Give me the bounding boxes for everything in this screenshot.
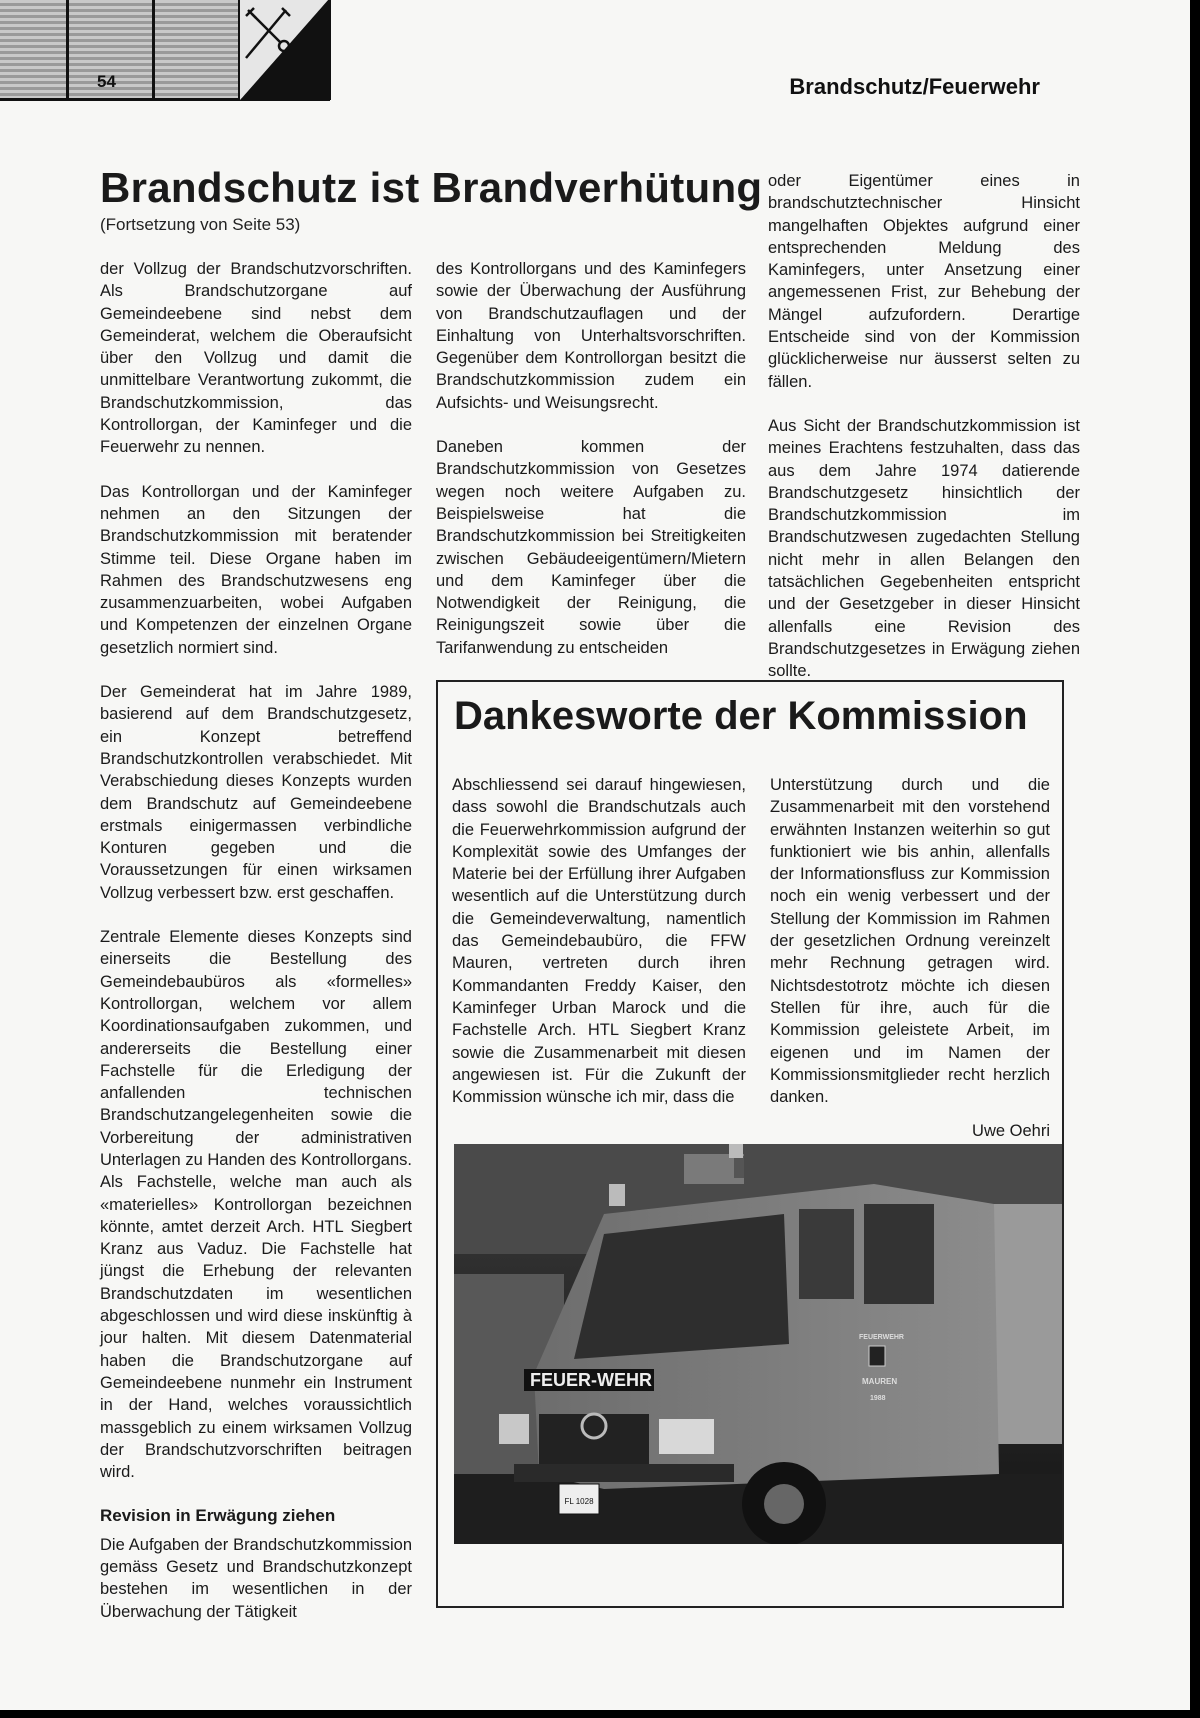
paragraph: des Kontrollorgans und des Kaminfegers sowie der Überwachung der Ausführung von Brandschutzauflagen und der Einhaltung von Unterhaltsvorschriften. Gegenüber dem Kontrollorgan besitzt die Brandschutzkommission zudem ein Aufsichts- und Weisungsrecht.	[436, 260, 746, 412]
fire-truck-photo	[454, 1144, 1062, 1544]
subheading: Revision in Erwägung ziehen	[100, 1506, 336, 1526]
page-number: 54	[97, 72, 116, 91]
paragraph: Die Aufgaben der Brandschutzkommission gemäss Gesetz und Brandschutzkonzept bestehen im wesentlichen in der Überwachung der Tätigkeit	[100, 1535, 412, 1621]
paragraph: Das Kontrollorgan und der Kaminfeger nehmen an den Sitzungen der Brandschutzkommission mit beratender Stimme teil. Diese Organe haben im Rahmen des Brandschutzwesens eng zusammenzuarbeiten, wobei Aufgaben und Kompetenzen der einzelnen Organe gesetzlich normiert sind.	[100, 482, 412, 657]
article-column-3	[768, 170, 1080, 705]
header-divider	[152, 0, 155, 100]
thanks-box	[436, 680, 1064, 1608]
article-column-1	[100, 258, 412, 1645]
continuation-note: (Fortsetzung von Seite 53)	[100, 215, 301, 234]
box-column-1	[452, 774, 746, 1108]
section-title: Brandschutz/Feuerwehr	[789, 74, 1040, 99]
box-column-2	[770, 774, 1050, 1143]
paragraph: Der Gemeinderat hat im Jahre 1989, basierend auf dem Brandschutzgesetz, ein Konzept betreffend Brandschutzkontrollen verabschiedet. Mit Verabschiedung dieses Konzepts wurden dem Brandschutz auf Gemeindeebene erstmals einigermassen verbindliche Konturen gegeben und die Voraussetzungen für einen wirksamen Vollzug verbessert bzw. erst geschaffen.	[100, 683, 412, 902]
paragraph: Aus Sicht der Brandschutzkommission ist meines Erachtens festzuhalten, dass das aus dem Jahre 1974 datierende Brandschutzgesetz hinsichtlich der Brandschutzkommission im Brandschutzwesen zugedachten Stellung nicht mehr in allen Belangen den tatsächlichen Gegebenheiten entspricht und der Gesetzgeber in dieser Hinsicht allenfalls eine Revision des Brandschutzgesetzes in Erwägung ziehen sollte.	[768, 416, 1080, 681]
header-divider	[66, 0, 69, 100]
door-text-year: 1988	[870, 1395, 886, 1402]
door-text-top: FEUERWEHR	[859, 1334, 904, 1341]
header-divider	[328, 0, 331, 100]
license-plate: FL 1028	[564, 1497, 594, 1506]
door-text-place: MAUREN	[862, 1377, 898, 1386]
paragraph: Daneben kommen der Brandschutzkommission von Gesetzes wegen noch weitere Aufgaben zu. Beispielsweise hat die Brandschutzkommission bei Streitigkeiten zwischen Gebäudeeigentümern/Mietern und dem Kaminfeger über die Notwendigkeit der Reinigung, die Reinigungszeit sowie über die Tarifanwendung zu entscheiden	[436, 438, 746, 657]
vehicle-lettering: FEUER-WEHR	[530, 1370, 652, 1390]
paragraph: oder Eigentümer eines in brandschutztechnischer Hinsicht mangelhaften Objektes aufgrund einer entsprechenden Meldung des Kaminfegers, unter Ansetzung einer angemessenen Frist, zur Behebung der Mängel aufzufordern. Derartige Entscheide sind von der Kommission glücklicherweise nur äusserst selten zu fällen.	[768, 172, 1080, 391]
article-column-2	[436, 258, 746, 681]
crossed-tools-logo-icon	[240, 0, 328, 100]
article-title: Brandschutz ist Brandverhütung	[100, 164, 763, 211]
paragraph: Zentrale Elemente dieses Konzepts sind einerseits die Bestellung des Gemeindebaubüros als «formelles» Kontrollorgan, welchem vor allem Koordinationsaufgaben zukommen, und andererseits die Bestellung einer Fachstelle für die Erledigung der anfallenden technischen Brandschutzangelegenheiten sowie die Vorbereitung der administrativen Unterlagen zu Handen des Kontrollorgans. Als Fachstelle, welche man auch als «materielles» Kontrollorgan bezeichnen könnte, amtet derzeit Arch. HTL Siegbert Kranz aus Vaduz. Die Fachstelle hat jüngst die Erhebung der relevanten Brandschutzdaten im wesentlichen abgeschlossen und wird diese inskünftig à jour halten. Mit diesem Datenmaterial haben die Brandschutzorgane auf Gemeindeebene nunmehr ein Instrument in der Hand, welches voraussichtlich massgeblich zu einem wirksamen Vollzug der Brandschutzvorschriften beitragen wird.	[100, 928, 412, 1482]
paragraph: Abschliessend sei darauf hingewiesen, dass sowohl die Brandschutzals auch die Feuerwehrkommission aufgrund der Komplexität sowie des Umfanges der Materie bei der Erfüllung ihrer Aufgaben wesentlich auf die Unterstützung durch die Gemeindeverwaltung, namentlich das Gemeindebaubüro, die FFW Mauren, vertreten durch ihren Kommandanten Freddy Kaiser, den Kaminfeger Urban Marock und die Fachstelle Arch. HTL Siegbert Kranz sowie die Zusammenarbeit mit diesen angewiesen ist. Für die Zukunft der Kommission wünsche ich mir, dass die	[452, 776, 746, 1107]
paragraph: Unterstützung durch und die Zusammenarbeit mit den vorstehend erwähnten Instanzen weiterhin so gut funktioniert wie bis anhin, allenfalls der Informationsfluss zur Kommission noch ein wenig verbessert und der Stellung der Kommission im Rahmen der gesetzlichen Ordnung vereinzelt mehr Rechnung getragen wird. Nichtsdestotrotz möchte ich diesen Stellen für ihre, auch für die Kommission geleistete Arbeit, im eigenen und im Namen der Kommissionsmitglieder recht herzlich danken.	[770, 776, 1050, 1107]
paragraph: der Vollzug der Brandschutzvorschriften. Als Brandschutzorgane auf Gemeindeebene sind nebst dem Gemeinderat, welchem die Oberaufsicht über den Vollzug und damit die unmittelbare Verantwortung zukommt, die Brandschutzkommission, das Kontrollorgan, der Kaminfeger und die Feuerwehr zu nennen.	[100, 260, 412, 457]
box-title: Dankesworte der Kommission	[454, 694, 1028, 738]
signature: Uwe Oehri	[972, 1122, 1050, 1141]
